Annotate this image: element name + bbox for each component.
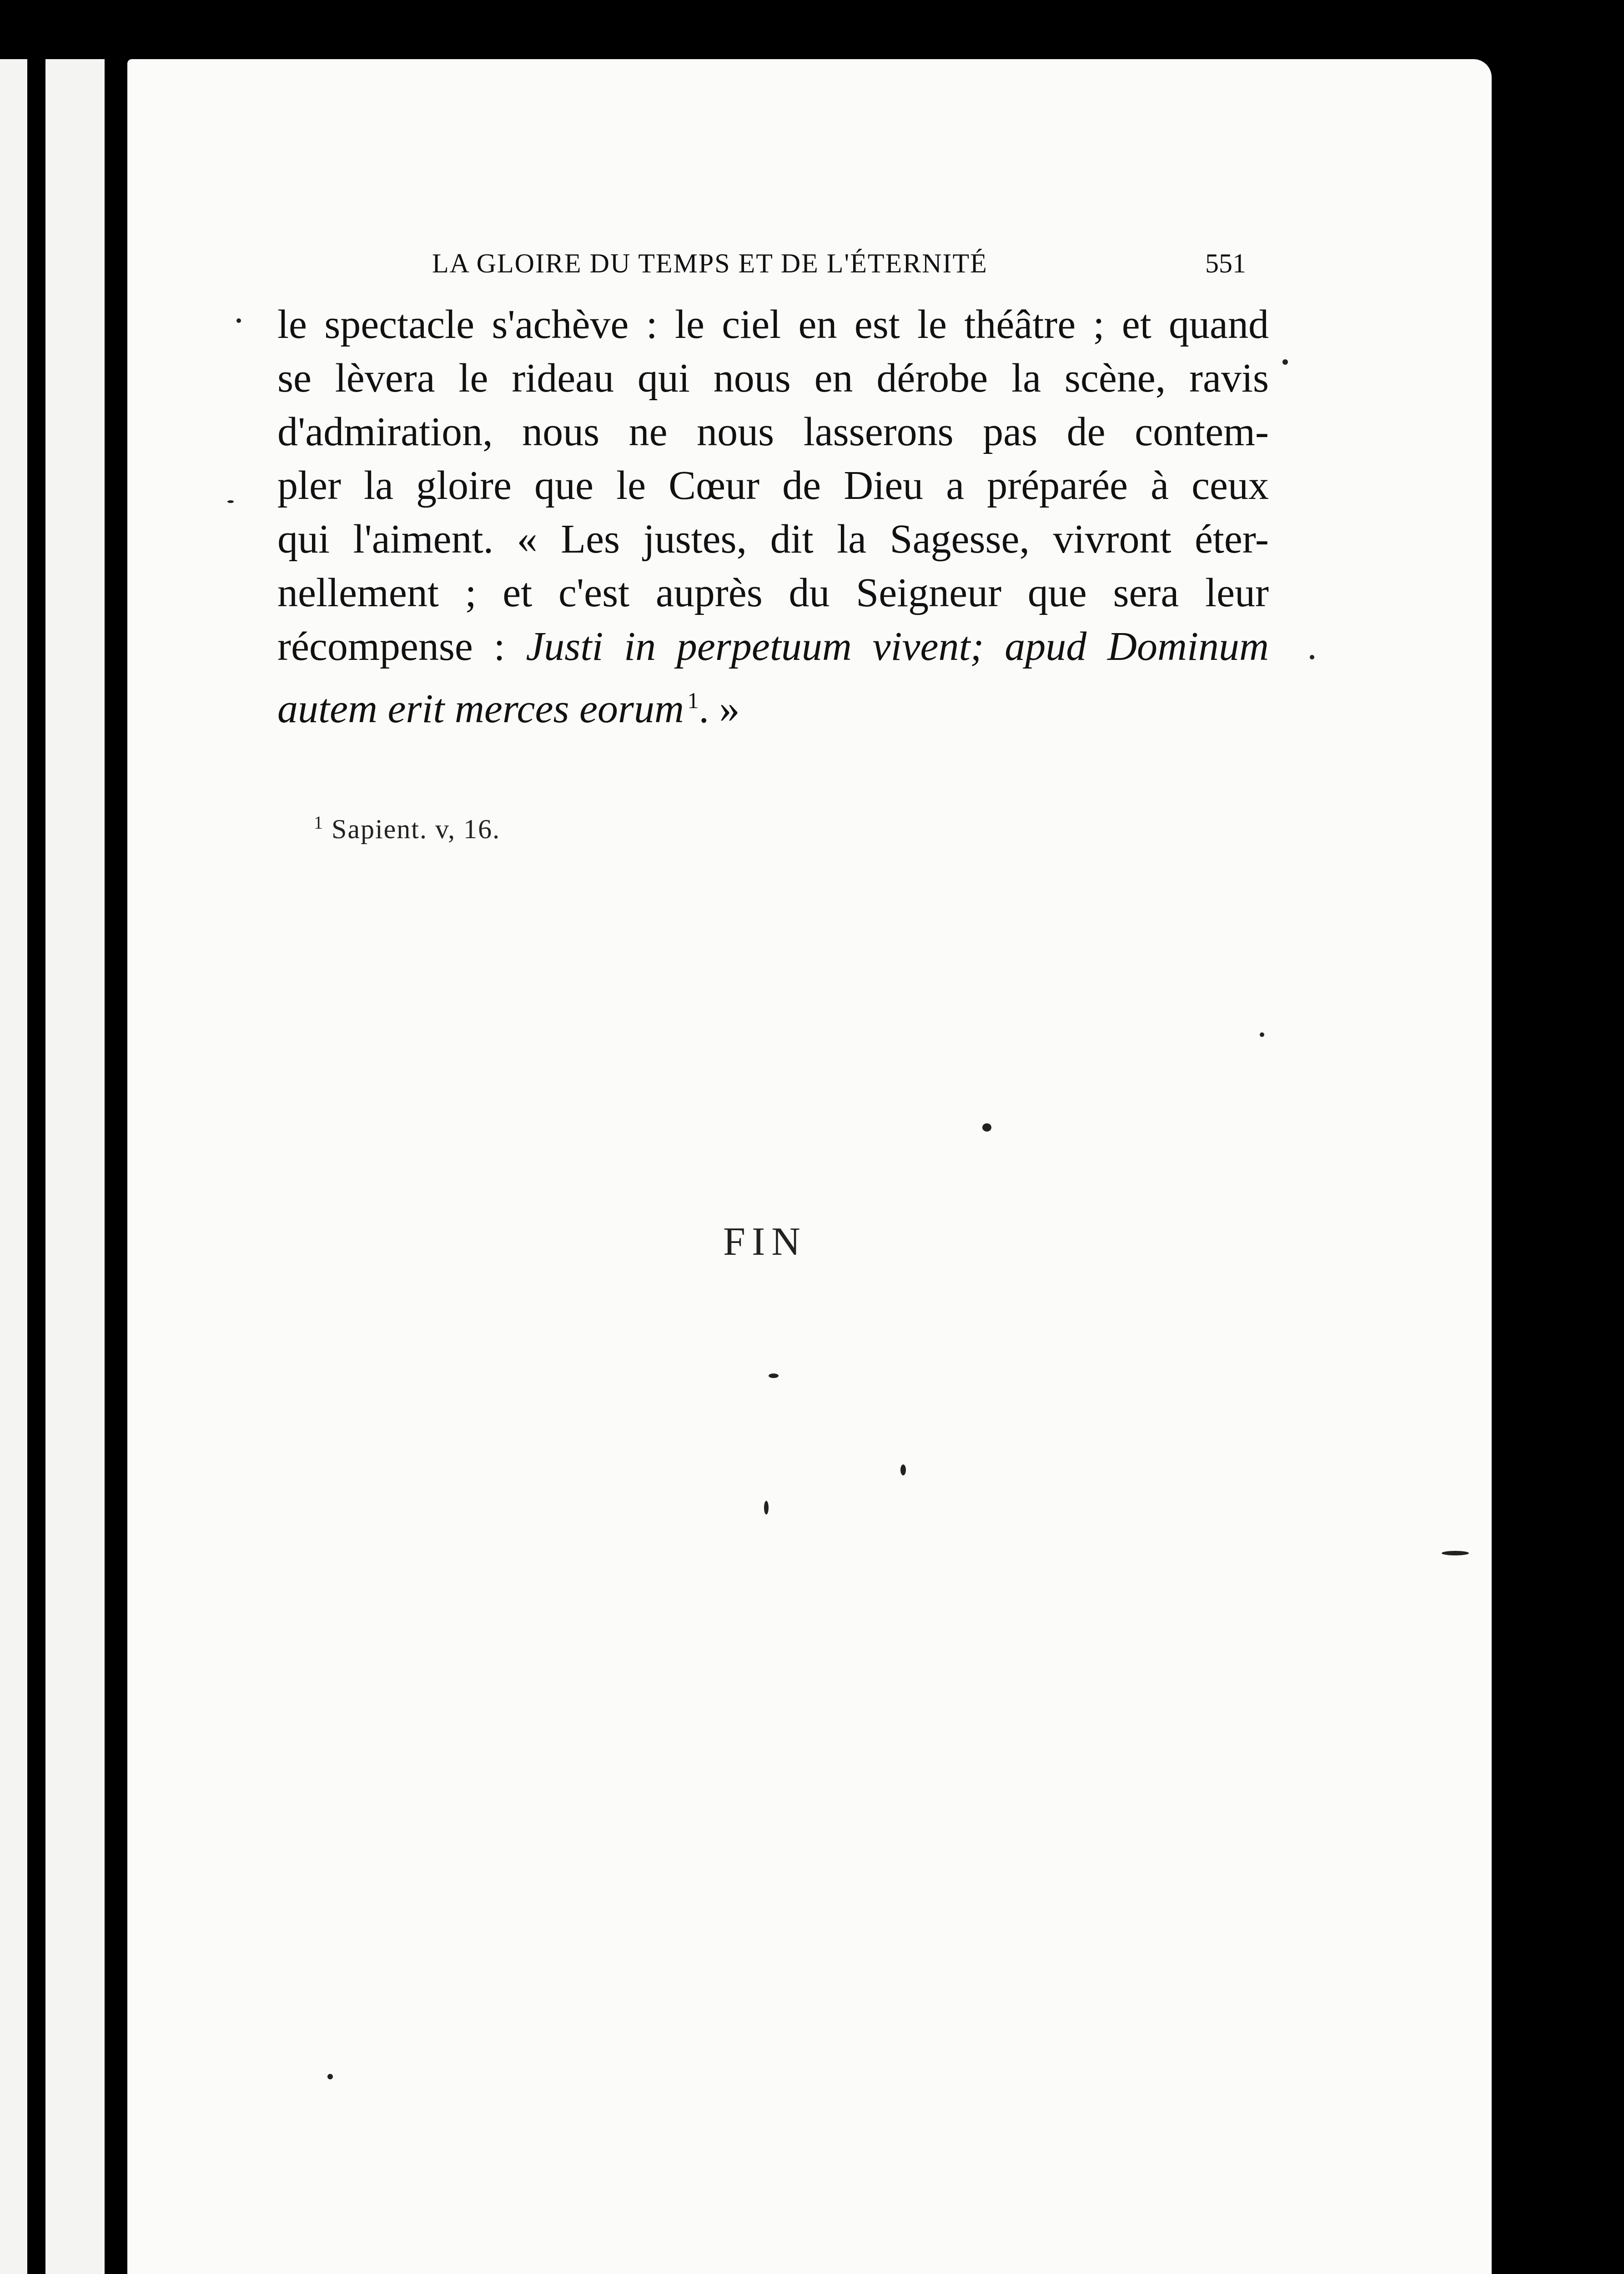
footnote-text: Sapient. v, 16. — [332, 814, 501, 844]
running-head: LA GLOIRE DU TEMPS ET DE L'ÉTERNITÉ — [432, 248, 988, 278]
body-line: pler la gloire que le Cœur de Dieu a préparée à ceux — [277, 463, 1269, 508]
scan-speck — [1310, 655, 1314, 659]
body-paragraph — [277, 298, 1269, 736]
scan-speck — [982, 1123, 991, 1132]
scan-speck — [764, 1501, 769, 1514]
body-line: se lèvera le rideau qui nous en dérobe la scène, ravis — [277, 356, 1269, 401]
scan-speck — [327, 2074, 333, 2079]
latin-quote: Justi in perpetuum vivent; apud Dominum — [526, 624, 1269, 669]
binding-strip — [27, 0, 45, 2274]
closing-quote: . » — [699, 686, 740, 731]
footnote-reference: 1 — [687, 688, 699, 713]
scan-speck — [1282, 359, 1288, 365]
scan-speck — [1442, 1551, 1469, 1555]
footnote — [314, 812, 500, 845]
scan-speck — [227, 500, 234, 503]
body-line: qui l'aiment. « Les justes, dit la Sagesse, vivront éter- — [277, 517, 1269, 562]
page-number: 551 — [1205, 248, 1246, 278]
closing-word: FIN — [723, 1220, 807, 1264]
left-page-edge — [0, 59, 116, 2274]
scan-speck — [236, 318, 241, 323]
scan-speck — [900, 1464, 906, 1475]
latin-quote-end: autem erit merces eorum — [277, 686, 684, 731]
body-line: d'admiration, nous ne nous lasserons pas de contem- — [277, 409, 1269, 454]
body-line-roman-part: récompense : — [277, 624, 526, 669]
scan-speck — [1260, 1032, 1264, 1037]
body-line-latin — [277, 620, 1269, 674]
body-line: nellement ; et c'est auprès du Seigneur que sera leur — [277, 570, 1269, 615]
body-line: le spectacle s'achève : le ciel en est le théâtre ; et quand — [277, 302, 1269, 347]
page-gutter-shadow — [105, 59, 127, 2274]
scan-speck — [769, 1373, 779, 1378]
footnote-marker: 1 — [314, 812, 324, 833]
body-line-latin-end — [277, 674, 1269, 736]
